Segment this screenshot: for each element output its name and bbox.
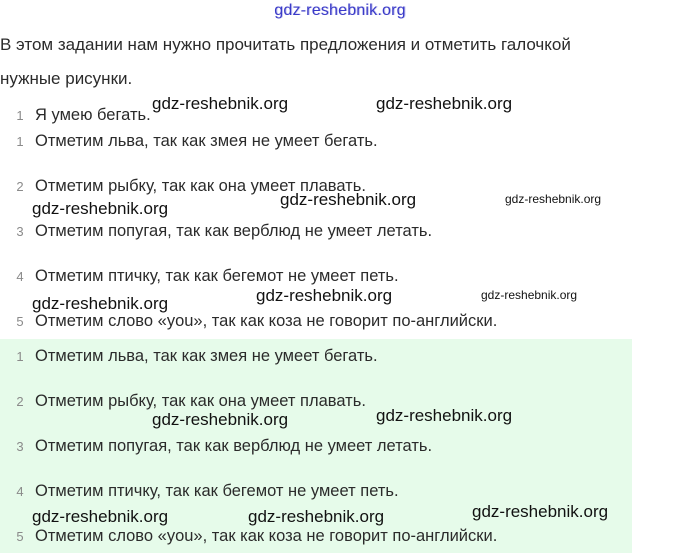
item-number: 1: [16, 348, 24, 364]
item-text: Отметим птичку, так как бегемот не умеет петь.: [35, 266, 399, 285]
watermark: gdz-reshebnik.org: [248, 507, 385, 526]
item-text: Отметим попугая, так как верблюд не умеет летать.: [35, 221, 433, 240]
item-number: 5: [16, 528, 24, 544]
list-item: [0, 434, 432, 458]
watermark: gdz-reshebnik.org: [256, 286, 393, 305]
item-text: Отметим рыбку, так как она умеет плавать.: [35, 391, 366, 410]
watermark: gdz-reshebnik.org: [481, 288, 578, 302]
item-number: 4: [16, 483, 24, 499]
item-text: Отметим попугая, так как верблюд не умеет летать.: [35, 436, 433, 455]
list-item: [0, 524, 497, 548]
watermark: gdz-reshebnik.org: [472, 502, 609, 521]
watermark: gdz-reshebnik.org: [376, 94, 513, 113]
item-text: Отметим птичку, так как бегемот не умеет петь.: [35, 481, 399, 500]
list-item: [0, 479, 399, 503]
watermark: gdz-reshebnik.org: [152, 410, 289, 429]
item-text: Я умею бегать.: [35, 105, 151, 124]
item-number: 5: [16, 313, 24, 329]
item-number: 4: [16, 268, 24, 284]
item-number: 3: [16, 223, 24, 239]
watermark: gdz-reshebnik.org: [32, 199, 169, 218]
top-watermark: gdz-reshebnik.org: [274, 2, 406, 19]
watermark: gdz-reshebnik.org: [376, 406, 513, 425]
list-item: [0, 129, 378, 153]
watermark: gdz-reshebnik.org: [32, 294, 169, 313]
watermark: gdz-reshebnik.org: [152, 94, 289, 113]
watermark: gdz-reshebnik.org: [505, 192, 602, 206]
item-number: 2: [16, 178, 24, 194]
item-text: Отметим слово «you», так как коза не говорит по-английски.: [35, 526, 498, 545]
item-text: Отметим льва, так как змея не умеет бегать.: [35, 131, 378, 150]
intro-line: В этом задании нам нужно прочитать предложения и отметить галочкой: [0, 35, 571, 54]
watermark: gdz-reshebnik.org: [280, 190, 417, 209]
item-number: 1: [16, 107, 24, 123]
list-item: [0, 103, 151, 127]
list-item: [0, 219, 432, 243]
item-number: 1: [16, 133, 24, 149]
intro-line: нужные рисунки.: [0, 69, 133, 88]
list-item: [0, 264, 399, 288]
watermark: gdz-reshebnik.org: [32, 507, 169, 526]
item-text: Отметим льва, так как змея не умеет бегать.: [35, 346, 378, 365]
item-number: 3: [16, 438, 24, 454]
item-text: Отметим рыбку, так как она умеет плавать.: [35, 176, 366, 195]
list-item: [0, 344, 378, 368]
item-number: 2: [16, 393, 24, 409]
intro-text: [0, 28, 670, 96]
item-text: Отметим слово «you», так как коза не говорит по-английски.: [35, 311, 498, 330]
